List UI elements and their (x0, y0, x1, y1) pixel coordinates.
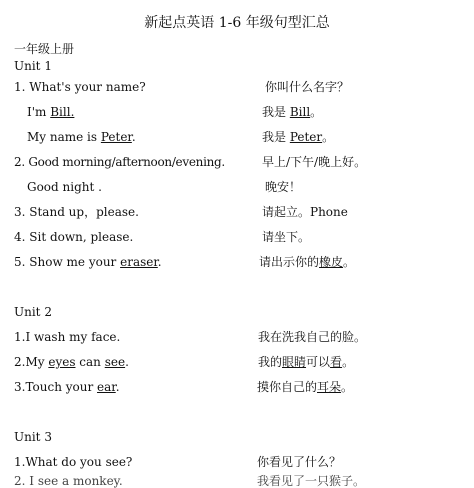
u1-row8-en: 5. Show me your eraser. (14, 255, 162, 269)
page-title: 新起点英语 1-6 年级句型汇总 (144, 15, 330, 31)
u1-row8-cn: 请出示你的橡皮。 (259, 255, 356, 269)
u3-row1-cn: 你看见了什么？ (257, 455, 342, 469)
u1-row2-cn: 我是 Bill。 (262, 105, 323, 119)
cut-off-line-cn: 我看见了一只猴子。 (257, 474, 366, 488)
u1-row6-en: 3. Stand up，please. (14, 205, 139, 219)
u2-row1-cn: 我在洗我自己的脸。 (258, 330, 367, 344)
cut-off-line-en: 2. I see a monkey. (14, 474, 123, 488)
u1-row1-en: 1. What's your name? (14, 80, 146, 94)
u1-row4-en: 2. Good morning/afternoon/evening. (14, 155, 225, 169)
grade-heading: 一年级上册 (14, 42, 75, 56)
u2-row2-cn: 我的眼睛可以看。 (258, 355, 355, 369)
u2-row2-en: 2.My eyes can see. (14, 355, 129, 369)
u1-row6-cn: 请起立。Phone (262, 205, 348, 219)
u2-row1-en: 1.I wash my face. (14, 330, 121, 344)
unit-1-heading: Unit 1 (14, 59, 52, 73)
u1-row3-cn: 我是 Peter。 (262, 130, 335, 144)
unit-3-heading: Unit 3 (14, 430, 52, 444)
u1-row7-en: 4. Sit down, please. (14, 230, 134, 244)
unit-2-heading: Unit 2 (14, 305, 52, 319)
u2-row3-en: 3.Touch your ear. (14, 380, 120, 394)
u1-row1-cn: 你叫什么名字？ (265, 80, 350, 94)
u1-row2-en: I'm Bill. (27, 105, 75, 119)
u1-row5-en: Good night . (27, 180, 102, 194)
u2-row3-cn: 摸你自己的耳朵。 (257, 380, 354, 394)
u1-row7-cn: 请坐下。 (262, 230, 311, 244)
u1-row4-cn: 早上/下午/晚上好。 (262, 155, 367, 169)
u3-row1-en: 1.What do you see? (14, 455, 133, 469)
u1-row5-cn: 晚安！ (265, 180, 302, 194)
u1-row3-en: My name is Peter. (27, 130, 136, 144)
